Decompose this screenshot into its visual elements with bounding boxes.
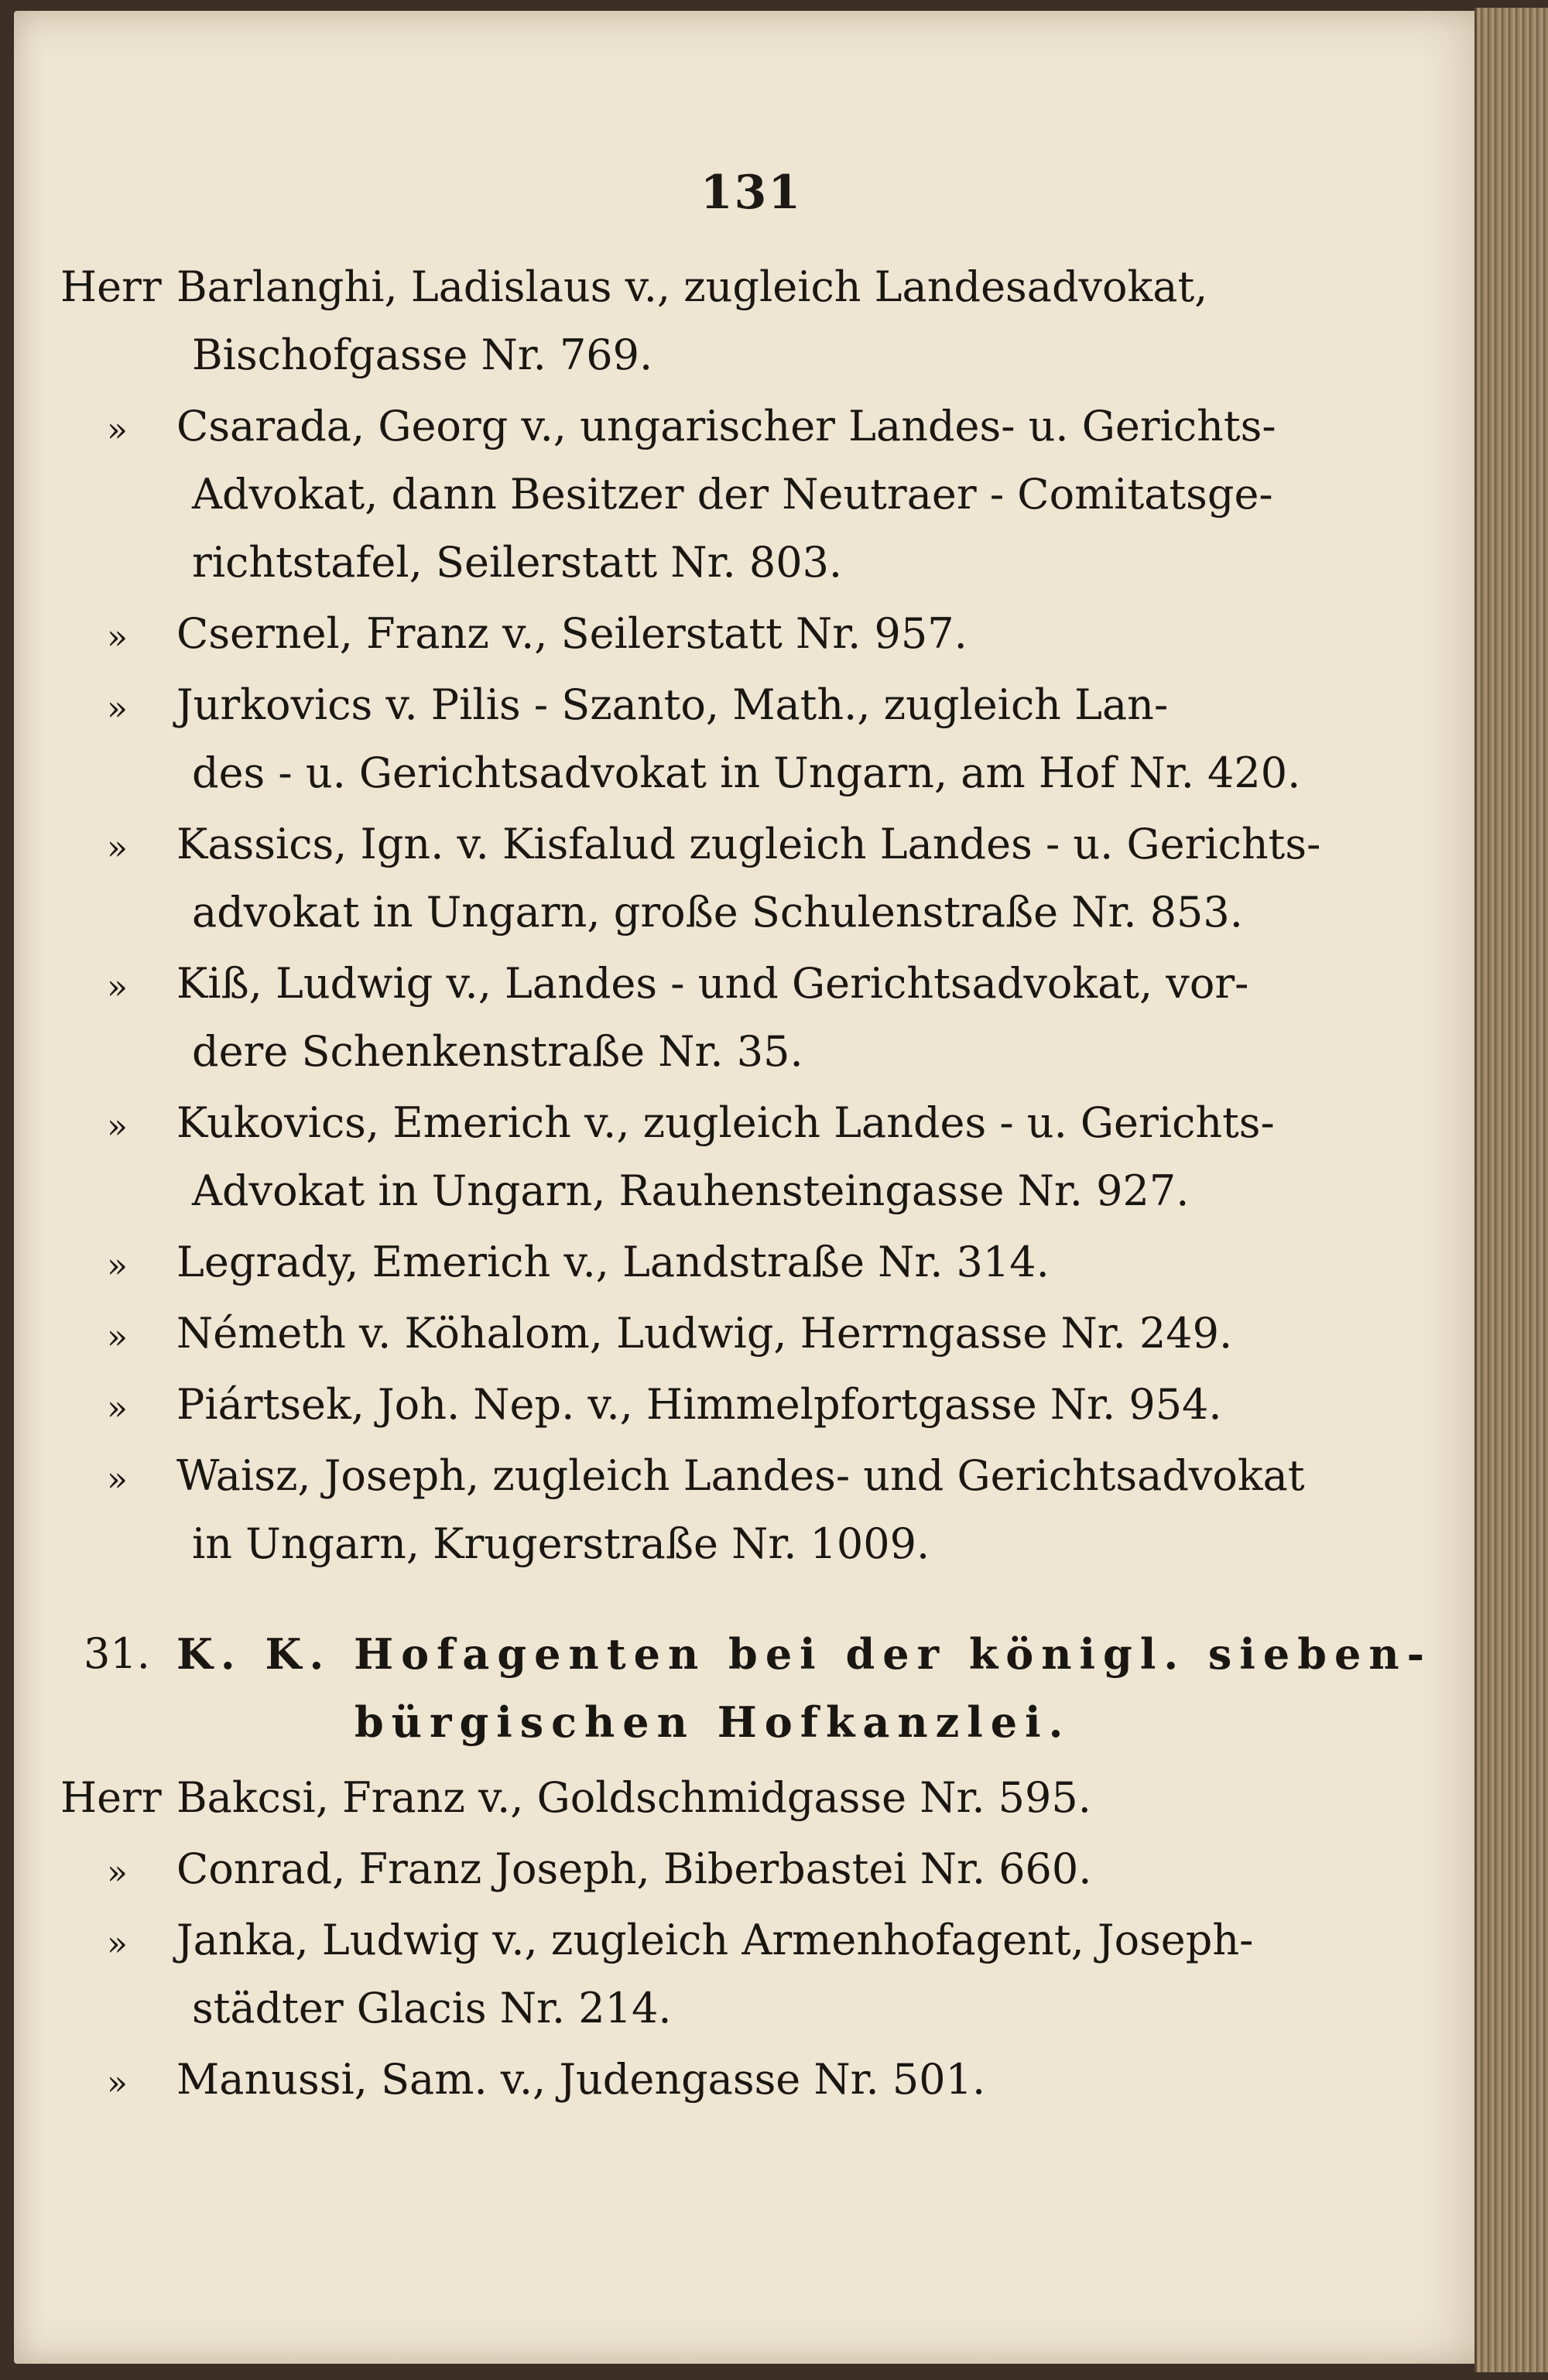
entry-line: Legrady, Emerich v., Landstraße Nr. 314. bbox=[176, 1238, 1050, 1286]
entry-line: Manussi, Sam. v., Judengasse Nr. 501. bbox=[176, 2055, 986, 2104]
ditto-mark: » bbox=[107, 1107, 128, 1146]
entry-line: Csarada, Georg v., ungarischer Landes- u. Gerichts- bbox=[176, 402, 1276, 450]
entry-line: in Ungarn, Krugerstraße Nr. 1009. bbox=[192, 1519, 930, 1568]
entry-line: des - u. Gerichtsadvokat in Ungarn, am Hof Nr. 420. bbox=[192, 748, 1301, 797]
entry-line: dere Schenkenstraße Nr. 35. bbox=[192, 1027, 803, 1076]
section-number: 31. bbox=[84, 1629, 150, 1678]
ditto-mark: » bbox=[107, 1924, 128, 1964]
entry-line: Waisz, Joseph, zugleich Landes- und Gerichtsadvokat bbox=[176, 1451, 1305, 1500]
ditto-mark: » bbox=[107, 1246, 128, 1286]
ditto-mark: » bbox=[107, 410, 128, 450]
entry-title: Herr bbox=[60, 262, 162, 311]
entry-line: städter Glacis Nr. 214. bbox=[192, 1984, 672, 2032]
entry-line: Piártsek, Joh. Nep. v., Himmelpfortgasse Nr. 954. bbox=[176, 1380, 1222, 1429]
ditto-mark: » bbox=[107, 689, 128, 728]
ditto-mark: » bbox=[107, 1460, 128, 1499]
entry-line: advokat in Ungarn, große Schulenstraße Nr. 853. bbox=[192, 888, 1243, 937]
entry-line: Kassics, Ign. v. Kisfalud zugleich Landes - u. Gerichts- bbox=[176, 820, 1321, 868]
entry-line: Németh v. Köhalom, Ludwig, Herrngasse Nr. 249. bbox=[176, 1309, 1233, 1358]
section-heading: bürgischen Hofkanzlei. bbox=[354, 1697, 1071, 1747]
entry-title: Herr bbox=[60, 1773, 162, 1822]
ditto-mark: » bbox=[107, 828, 128, 868]
entry-line: Conrad, Franz Joseph, Biberbastei Nr. 660. bbox=[176, 1844, 1092, 1893]
ditto-mark: » bbox=[107, 1853, 128, 1892]
entry-line: Jurkovics v. Pilis - Szanto, Math., zugleich Lan- bbox=[176, 680, 1169, 729]
entry-line: Csernel, Franz v., Seilerstatt Nr. 957. bbox=[176, 609, 968, 658]
entry-line: Bakcsi, Franz v., Goldschmidgasse Nr. 595. bbox=[176, 1773, 1091, 1822]
ditto-mark: » bbox=[107, 1389, 128, 1428]
entry-line: richtstafel, Seilerstatt Nr. 803. bbox=[192, 538, 843, 587]
ditto-mark: » bbox=[107, 618, 128, 657]
section-heading: K. K. Hofagenten bei der königl. sieben- bbox=[176, 1629, 1432, 1679]
ditto-mark: » bbox=[107, 2063, 128, 2103]
ditto-mark: » bbox=[107, 967, 128, 1007]
entry-line: Barlanghi, Ladislaus v., zugleich Landesadvokat, bbox=[176, 262, 1208, 311]
entry-line: Advokat in Ungarn, Rauhensteingasse Nr. 927. bbox=[192, 1166, 1190, 1215]
entry-line: Janka, Ludwig v., zugleich Armenhofagent, Joseph- bbox=[176, 1916, 1254, 1964]
entry-line: Advokat, dann Besitzer der Neutraer - Comitatsge- bbox=[192, 470, 1273, 519]
ditto-mark: » bbox=[107, 1317, 128, 1357]
entry-line: Kiß, Ludwig v., Landes - und Gerichtsadvokat, vor- bbox=[176, 959, 1249, 1008]
entry-line: Bischofgasse Nr. 769. bbox=[192, 330, 653, 379]
book-page bbox=[14, 11, 1488, 2364]
page-number: 131 bbox=[700, 166, 803, 220]
book-page-edge bbox=[1474, 8, 1548, 2372]
entry-line: Kukovics, Emerich v., zugleich Landes - u. Gerichts- bbox=[176, 1098, 1275, 1147]
